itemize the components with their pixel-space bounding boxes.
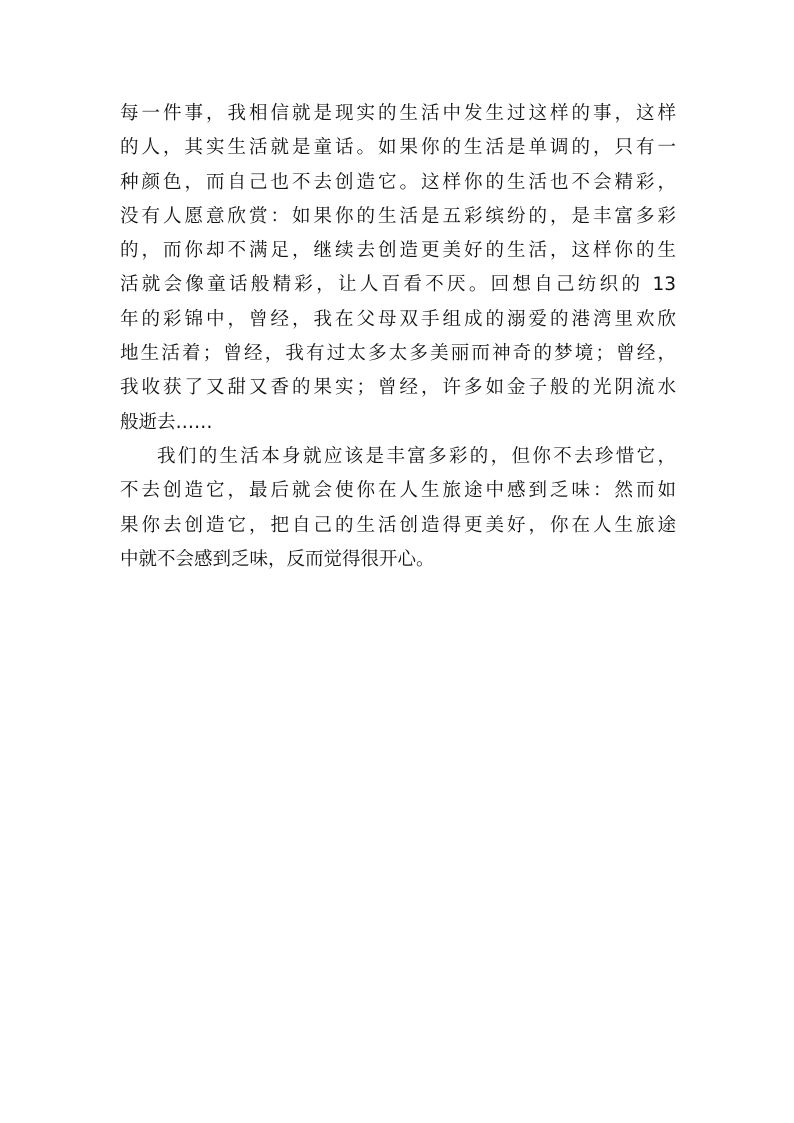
text-line: 没有人愿意欣赏：如果你的生活是五彩缤纷的，是丰富多彩 bbox=[120, 205, 676, 227]
text-line: 种颜色，而自己也不去创造它。这样你的生活也不会精彩， bbox=[120, 171, 676, 193]
text-line: 每一件事，我相信就是现实的生活中发生过这样的事，这样 bbox=[120, 103, 676, 124]
paragraph-1 bbox=[120, 97, 676, 440]
text-line: 果你去创造它，把自己的生活创造得更美好，你在人生旅途 bbox=[120, 514, 676, 536]
text-line: 的人，其实生活就是童话。如果你的生活是单调的，只有一 bbox=[120, 137, 676, 159]
text-line: 不去创造它，最后就会使你在人生旅途中感到乏味：然而如 bbox=[120, 480, 676, 502]
text-line: 的，而你却不满足，继续去创造更美好的生活，这样你的生 bbox=[120, 240, 676, 262]
text-line: 般逝去…… bbox=[120, 411, 213, 433]
text-line: 活就会像童话般精彩，让人百看不厌。回想自己纺织的 13 bbox=[120, 274, 676, 296]
text-line: 地生活着；曾经，我有过太多太多美丽而神奇的梦境；曾经， bbox=[120, 343, 676, 365]
text-line: 中就不会感到乏味，反而觉得很开心。 bbox=[120, 548, 435, 570]
paragraph-2 bbox=[120, 440, 676, 577]
text-line: 我们的生活本身就应该是丰富多彩的，但你不去珍惜它， bbox=[157, 445, 676, 467]
text-line: 我收获了又甜又香的果实；曾经，许多如金子般的光阴流水 bbox=[120, 377, 676, 399]
text-line: 年的彩锦中，曾经，我在父母双手组成的溺爱的港湾里欢欣 bbox=[120, 308, 676, 330]
body-text bbox=[120, 97, 676, 577]
